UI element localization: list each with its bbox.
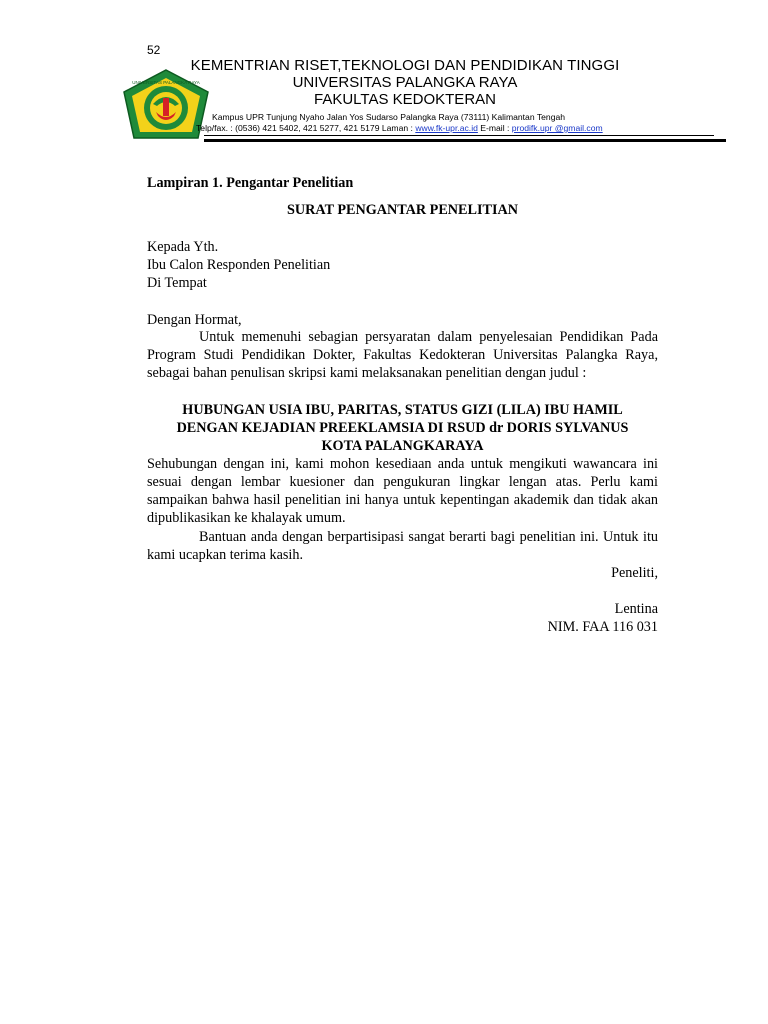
paragraph-request: Sehubungan dengan ini, kami mohon kesediaan anda untuk mengikuti wawancara ini sesuai dengan lembar kuesioner dan pengukuran lingkar lengan atas. Perlu kami sampaikan bahwa hasil penelitian ini hanya untuk kepentingan akademik dan tidak akan dipublikasikan ke khalayak umum.: [147, 456, 658, 526]
recipient-line: Di Tempat: [147, 275, 207, 291]
paragraph-thanks: [147, 528, 658, 564]
email-label: E-mail :: [477, 123, 512, 133]
research-title-line: DENGAN KEJADIAN PREEKLAMSIA DI RSUD dr DORIS SYLVANUS: [176, 420, 629, 436]
logo-text: UNIVERSITAS PALANGKA RAYA: [132, 80, 200, 85]
page-number: 52: [147, 43, 161, 57]
website-link[interactable]: www.fk-upr.ac.id: [415, 123, 478, 133]
email-link[interactable]: prodifk.upr @gmail.com: [511, 123, 603, 133]
letterhead: [170, 57, 640, 108]
phone-text: Telp/fax. : (0536) 421 5402, 421 5277, 421 5179 Laman :: [196, 123, 416, 133]
greeting: Dengan Hormat,: [147, 312, 242, 328]
university-name: UNIVERSITAS PALANGKA RAYA: [292, 74, 518, 91]
faculty-name: FAKULTAS KEDOKTERAN: [314, 91, 496, 108]
letter-title: SURAT PENGANTAR PENELITIAN: [287, 202, 518, 218]
paragraph-thanks-text: Bantuan anda dengan berpartisipasi sangat berarti bagi penelitian ini. Untuk itu kami ucapkan terima kasih.: [147, 529, 658, 563]
recipient-line: Kepada Yth.: [147, 239, 219, 255]
research-title-line: KOTA PALANGKARAYA: [321, 438, 484, 454]
signer-id: NIM. FAA 116 031: [547, 619, 658, 635]
research-title-line: HUBUNGAN USIA IBU, PARITAS, STATUS GIZI (LILA) IBU HAMIL: [182, 402, 623, 418]
paragraph-intro-text: Untuk memenuhi sebagian persyaratan dalam penyelesaian Pendidikan Pada Program Studi Pendidikan Dokter, Fakultas Kedokteran Universitas Palangka Raya, sebagai bahan penulisan skripsi kami melaksanakan penelitian dengan judul :: [147, 329, 658, 381]
contact-line: [196, 122, 603, 134]
campus-address: Kampus UPR Tunjung Nyaho Jalan Yos Sudarso Palangka Raya (73111) Kalimantan Tengah: [212, 112, 566, 122]
recipient-block: [147, 238, 658, 292]
letterhead-rule-thin: [204, 135, 714, 136]
research-title: [147, 401, 658, 455]
paragraph-intro: [147, 328, 658, 382]
letterhead-rule-thick: [204, 139, 726, 142]
signer-name: Lentina: [614, 601, 658, 617]
signature-label: Peneliti,: [611, 565, 658, 581]
recipient-line: Ibu Calon Responden Penelitian: [147, 257, 331, 273]
appendix-label: Lampiran 1. Pengantar Penelitian: [147, 175, 354, 191]
ministry-name: KEMENTRIAN RISET,TEKNOLOGI DAN PENDIDIKAN TINGGI: [190, 57, 620, 74]
